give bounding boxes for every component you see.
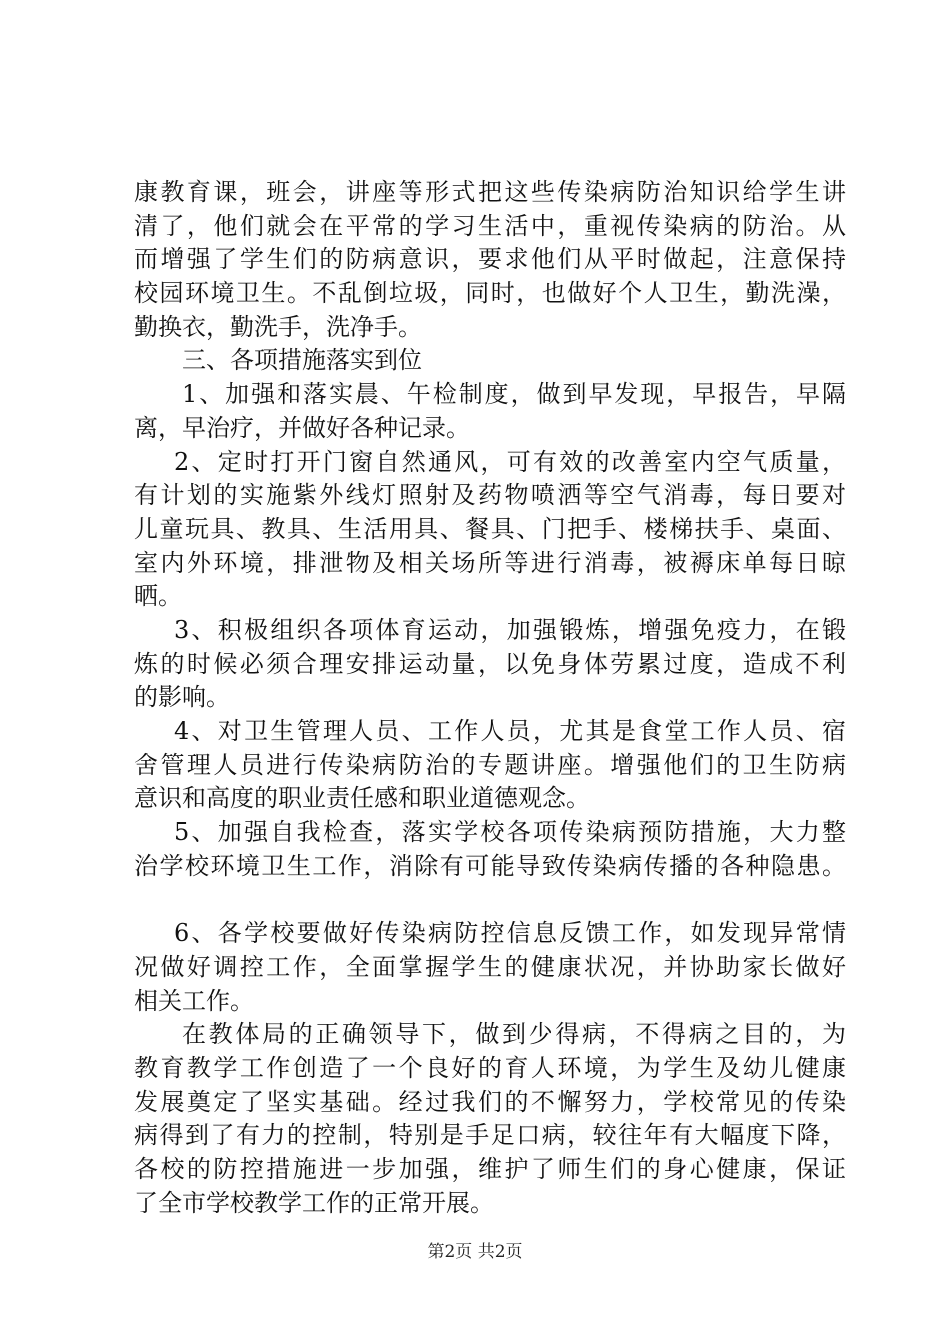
text-line: 相关工作。 xyxy=(134,986,254,1015)
text-line: 而增强了学生们的防病意识，要求他们从平时做起，注意保持 xyxy=(134,245,846,274)
measure-item-1 xyxy=(134,378,846,445)
text-line: 治学校环境卫生工作，消除有可能导致传染病传播的各种隐患。 xyxy=(134,851,846,880)
text-line: 况做好调控工作，全面掌握学生的健康状况，并协助家长做好 xyxy=(134,952,846,981)
text-line: 6、各学校要做好传染病防控信息反馈工作，如发现异常情 xyxy=(174,919,846,948)
text-line: 室内外环境，排泄物及相关场所等进行消毒，被褥床单每日晾 xyxy=(134,548,846,577)
text-line: 发展奠定了坚实基础。经过我们的不懈努力，学校常见的传染 xyxy=(134,1087,846,1116)
page-footer: 第2页 共2页 xyxy=(427,1242,523,1262)
text-line: 清了，他们就会在平常的学习生活中，重视传染病的防治。从 xyxy=(134,211,846,240)
text-line: 炼的时候必须合理安排运动量，以免身体劳累过度，造成不利 xyxy=(134,649,846,678)
text-line: 儿童玩具、教具、生活用具、餐具、门把手、楼梯扶手、桌面、 xyxy=(134,514,846,543)
text-line: 4、对卫生管理人员、工作人员，尤其是食堂工作人员、宿 xyxy=(174,717,846,745)
paragraph-health-education xyxy=(134,176,846,344)
text-line: 1、加强和落实晨、午检制度，做到早发现，早报告，早隔 xyxy=(182,380,846,409)
text-line: 各校的防控措施进一步加强，维护了师生们的身心健康，保证 xyxy=(134,1154,846,1183)
text-line: 3、积极组织各项体育运动，加强锻炼，增强免疫力，在锻 xyxy=(174,615,846,644)
heading-text: 三、各项措施落实到位 xyxy=(182,346,422,375)
text-line: 晒。 xyxy=(134,582,182,611)
section-heading-3 xyxy=(134,344,846,378)
blank-line xyxy=(134,883,846,917)
text-line: 意识和高度的职业责任感和职业道德观念。 xyxy=(134,784,590,813)
paragraph-summary xyxy=(134,1018,846,1220)
text-line: 教育教学工作创造了一个良好的育人环境，为学生及幼儿健康 xyxy=(134,1053,846,1082)
text-line: 在教体局的正确领导下，做到少得病，不得病之目的，为 xyxy=(182,1020,846,1049)
text-line: 校园环境卫生。不乱倒垃圾，同时，也做好个人卫生，勤洗澡， xyxy=(134,279,846,308)
text-line: 病得到了有力的控制，特别是手足口病，较往年有大幅度下降， xyxy=(134,1121,846,1150)
text-line: 有计划的实施紫外线灯照射及药物喷洒等空气消毒，每日要对 xyxy=(134,481,846,510)
text-line: 离，早治疗，并做好各种记录。 xyxy=(134,413,470,442)
text-line: 康教育课，班会，讲座等形式把这些传染病防治知识给学生讲 xyxy=(134,178,846,206)
document-body xyxy=(134,176,846,1220)
text-line: 的影响。 xyxy=(134,683,230,712)
text-line: 勤换衣，勤洗手，洗净手。 xyxy=(134,312,422,341)
measure-item-3 xyxy=(134,614,846,715)
text-line: 5、加强自我检查，落实学校各项传染病预防措施，大力整 xyxy=(174,818,846,847)
measure-item-6 xyxy=(134,917,846,1018)
measure-item-5 xyxy=(134,816,846,883)
text-line: 舍管理人员进行传染病防治的专题讲座。增强他们的卫生防病 xyxy=(134,750,846,779)
text-line: 2、定时打开门窗自然通风，可有效的改善室内空气质量， xyxy=(174,447,846,476)
measure-item-4 xyxy=(134,715,846,816)
text-line: 了全市学校教学工作的正常开展。 xyxy=(134,1188,494,1217)
measure-item-2 xyxy=(134,446,846,614)
